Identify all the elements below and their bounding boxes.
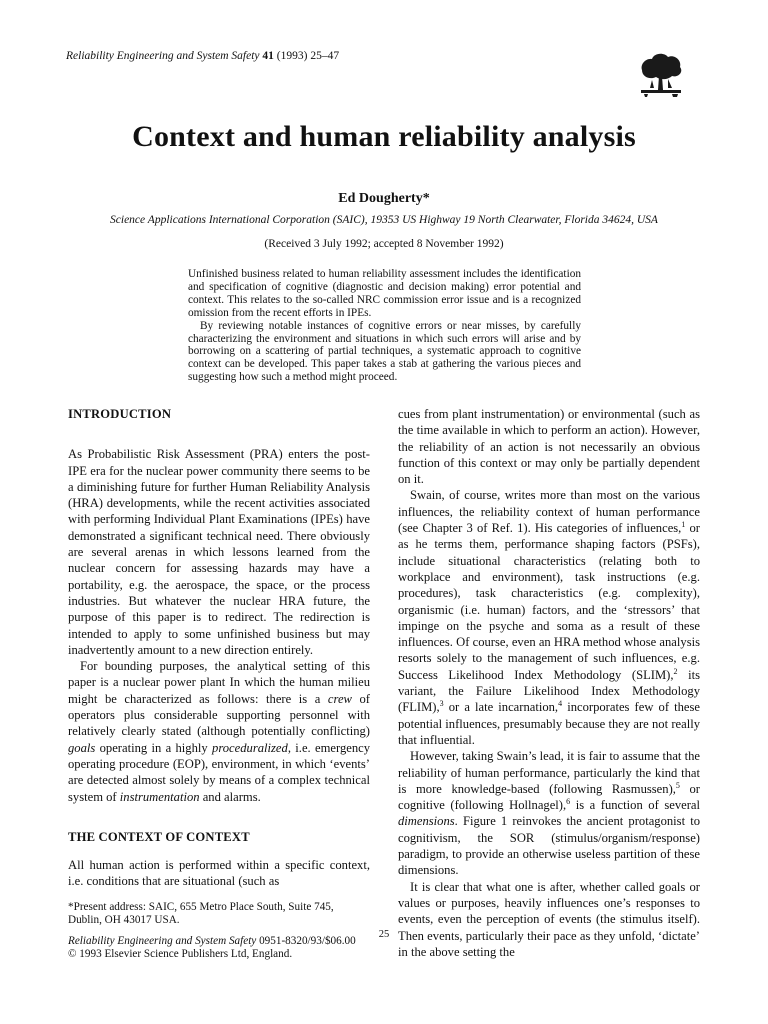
abstract [188,268,581,384]
journal-name: Reliability Engineering and System Safety [66,50,260,62]
elsevier-tree-icon [638,50,684,98]
body-paragraph: As Probabilistic Risk Assessment (PRA) enters the post-IPE era for the nuclear power community there seems to be a diminishing future for further Human Reliability Analysis (HRA) developments, while the recent activities associated with performing Individual Plant Examinations (IPEs) have demonstrated a significant technical need. There obviously are several arenas in which lessons learned from the nuclear concern for assessing hazards may have a portability, e.g. the aerospace, the space, or the process industries. But whatever the nuclear HRA future, the purpose of this paper is to redirect. The redirection is intended to apply to some unfinished business but may inadvertently amount to a new direction entirely. [68,447,370,657]
abstract-paragraph: By reviewing notable instances of cognitive errors or near misses, by carefully characterizing the environment and situations in which such errors will arise and by borrowing on a scattering of partial techniques, a systematic approach to cognitive context can be developed. This paper takes a stab at gathering the various pieces and suggesting how such a method might proceed. [188,319,581,384]
journal-volume: 41 [262,50,274,62]
body-paragraph: However, taking Swain’s lead, it is fair to assume that the reliability of human performance, particularly the kind that is more knowledge-based (following Rasmussen),$^5$ or cognitive (following Hollnagel),$^6$ is a function of several dimensions. Figure 1 reinvokes the ancient protagonist to cognitivism, the SOR (stimulus/organism/response) paradigm, to provide an otherwise useless partition of these dimensions. [398,749,700,878]
body-paragraph: All human action is performed within a specific context, i.e. conditions that are situational (such as [68,858,370,889]
author-footnote: *Present address: SAIC, 655 Metro Place South, Suite 745, Dublin, OH 43017 USA. [68,900,334,926]
abstract-paragraph: Unfinished business related to human reliability assessment includes the identification and specification of cognitive (diagnostic and decision making) error potential and context. This relates to the so-called NRC commission error issue and is a recognized omission from the recent efforts in IPEs. [188,268,581,319]
copyright-notice: Reliability Engineering and System Safety 0951-8320/93/$06.00 © 1993 Elsevier Science Publishers Ltd, England. [68,934,356,960]
body-paragraph: It is clear that what one is after, whether called goals or values or purposes, heavily influences one’s responses to events, even the perception of events (the stimulus itself). Then events, particularly their pace as they unfold, ‘dictate’ in the above setting the [398,879,700,959]
page-number: 25 [378,929,390,940]
reference-marker: 2 [673,666,678,676]
journal-citation [66,50,339,62]
body-paragraph: Swain, of course, writes more than most on the various influences, the reliability context of human performance (see Chapter 3 of Ref. 1). His categories of influences,$^1$ or as he terms them, performance shaping factors (PSFs), include situational characteristics (relating both to workplace and environment), task instructions (e.g. procedures), task characteristics (e.g. complexity), organismic (i.e. human) factors, and the ‘stressors’ that impinge on the psyche and soma as a result of these influences. Of course, even an HRA method whose analysis resorts solely to the management of such influences, e.g. Success Likelihood Index Methodology (SLIM),$^2$ its variant, the Failure Likelihood Index Methodology (FLIM),$^3$ or a late incarnation,$^4$ incorporates few of these potential influences, presumably because they are not really that influential. [398,488,701,747]
section-heading-context: THE CONTEXT OF CONTEXT [68,829,250,844]
body-paragraph: For bounding purposes, the analytical setting of this paper is a nuclear power plant In which the human milieu might be characterized as follows: there is a crew of operators plus considerable supporting personnel with relatively clearly stated (although potentially conflicting) goals operating in a highly proceduralized, i.e. emergency operating procedure (EOP), environment, in which ‘events’ are detected almost solely by means of a complex technical system of instrumentation and alarms. [68,659,371,804]
right-column [398,406,700,960]
reference-marker: 5 [675,780,680,790]
left-column [68,406,370,961]
reference-marker: 6 [566,796,571,806]
article-title: Context and human reliability analysis [132,120,636,153]
reference-marker: 3 [439,699,444,709]
reference-marker: 4 [558,699,563,709]
reference-marker: 1 [681,519,686,529]
journal-issue-pages: (1993) 25–47 [276,50,340,62]
section-heading-introduction: INTRODUCTION [68,407,172,421]
author-affiliation: Science Applications International Corporation (SAIC), 19353 US Highway 19 North Clearwater, Florida 34624, USA [110,214,658,226]
received-dates: (Received 3 July 1992; accepted 8 November 1992) [264,238,504,250]
body-paragraph: cues from plant instrumentation) or environmental (such as the time available in which to perform an action). However, the reliability of an action is not necessarily an obvious function of this context or may only be partially dependent on it. [398,407,700,487]
author-name: Ed Dougherty* [338,191,430,206]
